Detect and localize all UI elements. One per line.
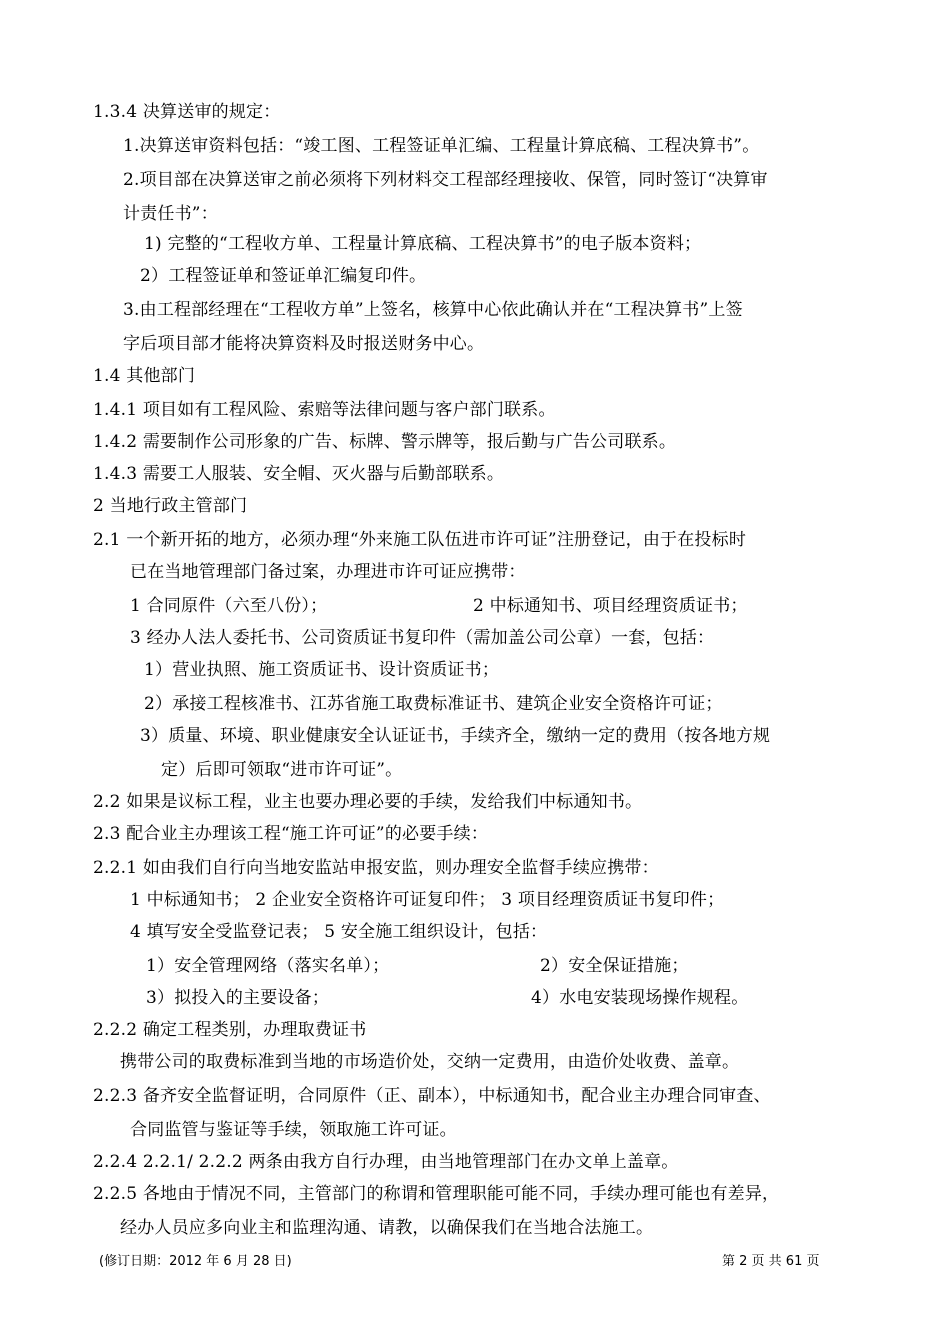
- text-line: 合同监管与鉴证等手续，领取施工许可证。: [130, 1120, 457, 1140]
- text-line: 3）质量、环境、职业健康安全认证证书，手续齐全，缴纳一定的费用（按各地方规: [140, 726, 771, 746]
- text-line: 2.2.1 如由我们自行向当地安监站申报安监，则办理安全监督手续应携带：: [93, 858, 659, 878]
- text-line: 字后项目部才能将决算资料及时报送财务中心。: [123, 334, 485, 354]
- text-line: 1 合同原件（六至八份）；: [130, 596, 328, 616]
- text-line: 2）安全保证措施；: [540, 956, 689, 976]
- text-line: 携带公司的取费标准到当地的市场造价处，交纳一定费用，由造价处收费、盖章。: [120, 1052, 740, 1072]
- text-line: 定）后即可领取“进市许可证”。: [161, 760, 403, 780]
- text-line: 2.1 一个新开拓的地方，必须办理“外来施工队伍进市许可证”注册登记，由于在投标时: [93, 530, 747, 550]
- text-line: 2）承接工程核准书、江苏省施工取费标准证书、建筑企业安全资格许可证；: [144, 694, 723, 714]
- section-heading: 2 当地行政主管部门: [93, 496, 248, 516]
- text-line: 2.2.3 备齐安全监督证明，合同原件（正、副本），中标通知书，配合业主办理合同审查、: [93, 1086, 771, 1106]
- text-line: 4 填写安全受监登记表； 5 安全施工组织设计，包括：: [130, 922, 548, 942]
- text-line: 4）水电安装现场操作规程。: [531, 988, 749, 1008]
- text-line: 2.2.5 各地由于情况不同，主管部门的称谓和管理职能可能不同，手续办理可能也有差异，: [93, 1184, 780, 1204]
- text-line: 1.决算送审资料包括：“竣工图、工程签证单汇编、工程量计算底稿、工程决算书”。: [123, 136, 760, 156]
- text-line: 1.3.4 决算送审的规定：: [93, 102, 281, 122]
- text-line: 1.4.1 项目如有工程风险、索赔等法律问题与客户部门联系。: [93, 400, 556, 420]
- text-line: 1.4.3 需要工人服装、安全帽、灭火器与后勤部联系。: [93, 464, 505, 484]
- revision-date: (修订日期：2012 年 6 月 28 日): [99, 1254, 292, 1269]
- text-line: 2）工程签证单和签证单汇编复印件。: [140, 266, 427, 286]
- text-line: 2.2.4 2.2.1/ 2.2.2 两条由我方自行办理，由当地管理部门在办文单上盖章。: [93, 1152, 679, 1172]
- text-line: 1.4.2 需要制作公司形象的广告、标牌、警示牌等，报后勤与广告公司联系。: [93, 432, 677, 452]
- text-line: 计责任书”：: [123, 204, 218, 224]
- text-line: 2.3 配合业主办理该工程“施工许可证”的必要手续：: [93, 824, 489, 844]
- text-line: 经办人员应多向业主和监理沟通、请教，以确保我们在当地合法施工。: [120, 1218, 654, 1238]
- text-line: 2.2.2 确定工程类别，办理取费证书: [93, 1020, 367, 1040]
- section-heading: 1.4 其他部门: [93, 366, 196, 386]
- text-line: 1) 完整的“工程收方单、工程量计算底稿、工程决算书”的电子版本资料；: [144, 234, 702, 254]
- text-line: 1）营业执照、施工资质证书、设计资质证书；: [144, 660, 500, 680]
- text-line: 3）拟投入的主要设备；: [146, 988, 330, 1008]
- text-line: 2 中标通知书、项目经理资质证书；: [473, 596, 748, 616]
- text-line: 1）安全管理网络（落实名单）；: [146, 956, 390, 976]
- text-line: 1 中标通知书； 2 企业安全资格许可证复印件； 3 项目经理资质证书复印件；: [130, 890, 725, 910]
- text-line: 2.项目部在决算送审之前必须将下列材料交工程部经理接收、保管，同时签订“决算审: [123, 170, 768, 190]
- page-number: 第 2 页 共 61 页: [722, 1254, 820, 1269]
- text-line: 2.2 如果是议标工程，业主也要办理必要的手续，发给我们中标通知书。: [93, 792, 643, 812]
- text-line: 已在当地管理部门备过案，办理进市许可证应携带：: [130, 562, 526, 582]
- text-line: 3.由工程部经理在“工程收方单”上签名，核算中心依此确认并在“工程决算书”上签: [123, 300, 743, 320]
- text-line: 3 经办人法人委托书、公司资质证书复印件（需加盖公司公章）一套，包括：: [130, 628, 715, 648]
